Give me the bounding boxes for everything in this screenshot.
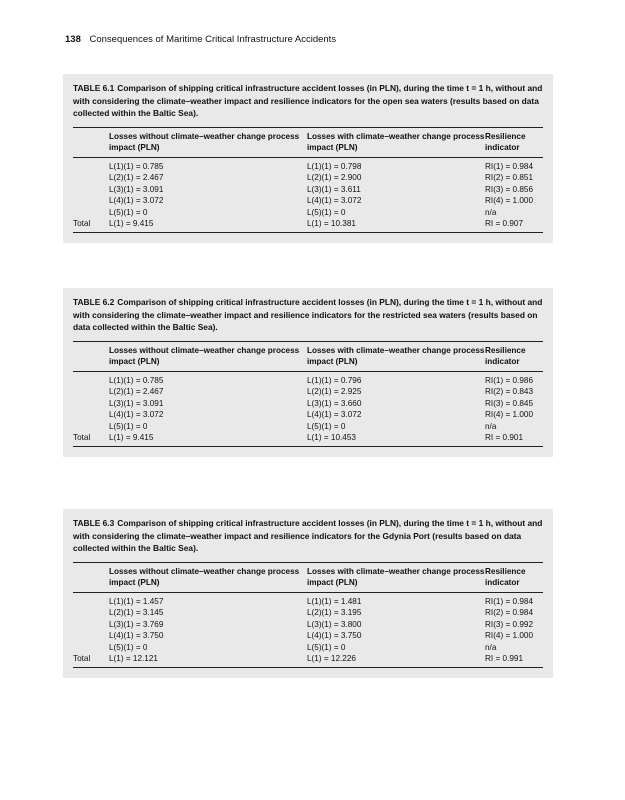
table-cell: [73, 630, 109, 642]
table-cell: [73, 398, 109, 410]
table-cell: L(4)(1) = 3.750: [307, 631, 362, 640]
table-cell: [73, 172, 109, 184]
table-cell: L(2)(1) = 3.195: [307, 608, 362, 617]
table-cell: L(4)(1) = 3.750: [109, 631, 164, 640]
column-header: Losses without climate–weather change process impact (PLN): [109, 562, 307, 592]
table-cell: [73, 157, 109, 172]
table-cell: L(1)(1) = 0.798: [307, 161, 362, 171]
table-cell: RI(4) = 1.000: [485, 196, 534, 205]
table-cell: L(2)(1) = 2.925: [307, 387, 362, 396]
table-cell: L(3)(1) = 3.611: [307, 184, 361, 194]
data-table: [73, 127, 543, 233]
table-cell: n/a: [485, 421, 497, 431]
table-6-2: [63, 288, 553, 457]
column-header: Losses with climate–weather change process impact (PLN): [307, 341, 485, 371]
table-cell: L(4)(1) = 3.072: [109, 196, 164, 205]
table-caption-text: Comparison of shipping critical infrastructure accident losses (in PLN), during the time t = 1 h, without and with considering the climate–weather impact and resilience indicators for the restricted sea waters (results based on data collected within the Baltic Sea).: [73, 297, 543, 332]
table-cell: [73, 409, 109, 421]
table-cell: L(1)(1) = 0.785: [109, 161, 164, 171]
table-cell: [73, 421, 109, 433]
table-cell: RI(1) = 0.984: [485, 161, 534, 171]
table-row: [73, 619, 543, 631]
table-row: [73, 409, 543, 421]
header-row: [73, 127, 543, 157]
table-cell: L(1) = 9.415: [109, 432, 307, 446]
column-header: Losses without climate–weather change process impact (PLN): [109, 341, 307, 371]
table-cell: RI = 0.991: [485, 653, 543, 667]
table-row: [73, 207, 543, 219]
table-cell: [73, 642, 109, 654]
table-row: [73, 607, 543, 619]
table-cell: L(3)(1) = 3.660: [307, 398, 362, 408]
header-row: [73, 341, 543, 371]
table-row: [73, 195, 543, 207]
table-cell: L(5)(1) = 0: [307, 421, 346, 431]
table-cell: RI(1) = 0.984: [485, 596, 534, 606]
running-head: [65, 34, 336, 45]
table-cell: L(1) = 12.121: [109, 653, 307, 667]
table-row: [73, 421, 543, 433]
table-cell: L(3)(1) = 3.091: [109, 398, 164, 408]
column-header: [73, 127, 109, 157]
table-cell: L(1)(1) = 1.481: [307, 596, 362, 606]
table-cell: L(4)(1) = 3.072: [307, 196, 362, 205]
table-cell: L(5)(1) = 0: [109, 207, 148, 217]
table-cell: n/a: [485, 642, 497, 652]
table-cell: L(1) = 12.226: [307, 653, 485, 667]
table-cell: RI = 0.907: [485, 218, 543, 232]
column-header: Losses without climate–weather change process impact (PLN): [109, 127, 307, 157]
table-cell: L(5)(1) = 0: [307, 207, 346, 217]
table-cell: L(2)(1) = 3.145: [109, 608, 164, 617]
table-6-3: [63, 509, 553, 678]
column-header: [73, 341, 109, 371]
table-row: [73, 592, 543, 607]
table-row: [73, 642, 543, 654]
table-caption-text: Comparison of shipping critical infrastructure accident losses (in PLN), during the time t = 1 h, without and with considering the climate–weather impact and resilience indicators for the Gdynia Port (results based on data collected within the Baltic Sea).: [73, 518, 543, 553]
table-cell: L(3)(1) = 3.800: [307, 619, 362, 629]
table-cell: [73, 607, 109, 619]
table-cell: L(5)(1) = 0: [109, 642, 148, 652]
table-caption: [73, 296, 543, 334]
table-cell: RI(3) = 0.845: [485, 398, 534, 408]
table-cell: L(1)(1) = 0.785: [109, 375, 164, 385]
column-header: [73, 562, 109, 592]
column-header: Resilience indicator: [485, 562, 543, 592]
table-cell: [73, 371, 109, 386]
table-cell: [73, 592, 109, 607]
table-row: [73, 630, 543, 642]
column-header: Losses with climate–weather change process impact (PLN): [307, 127, 485, 157]
header-row: [73, 562, 543, 592]
data-table: [73, 562, 543, 668]
table-cell: RI(3) = 0.856: [485, 184, 534, 194]
table-row: [73, 218, 543, 232]
table-row: [73, 184, 543, 196]
table-cell: RI = 0.901: [485, 432, 543, 446]
page-number: 138: [65, 34, 81, 45]
table-label: TABLE 6.1: [73, 83, 115, 93]
table-cell: RI(2) = 0.843: [485, 387, 534, 396]
table-cell: [73, 386, 109, 398]
table-cell: L(4)(1) = 3.072: [307, 410, 362, 419]
table-cell: RI(1) = 0.986: [485, 375, 534, 385]
table-cell: Total: [73, 218, 109, 232]
table-row: [73, 398, 543, 410]
table-cell: RI(2) = 0.984: [485, 608, 534, 617]
table-cell: [73, 619, 109, 631]
table-row: [73, 371, 543, 386]
table-cell: L(2)(1) = 2.900: [307, 173, 362, 182]
table-cell: L(1)(1) = 0.796: [307, 375, 362, 385]
table-caption-text: Comparison of shipping critical infrastructure accident losses (in PLN), during the time t = 1 h, without and with considering the climate–weather impact and resilience indicators for the open sea waters (results based on data collected within the Baltic Sea).: [73, 83, 543, 118]
table-caption: [73, 82, 543, 120]
table-cell: L(1) = 10.381: [307, 218, 485, 232]
running-title: Consequences of Maritime Critical Infrastructure Accidents: [89, 34, 337, 45]
table-row: [73, 653, 543, 667]
table-row: [73, 432, 543, 446]
table-cell: L(2)(1) = 2.467: [109, 173, 164, 182]
table-cell: L(1)(1) = 1.457: [109, 596, 164, 606]
table-cell: RI(4) = 1.000: [485, 410, 534, 419]
table-cell: L(5)(1) = 0: [307, 642, 346, 652]
data-table: [73, 341, 543, 447]
table-cell: RI(2) = 0.851: [485, 173, 534, 182]
table-cell: L(4)(1) = 3.072: [109, 410, 164, 419]
table-cell: L(3)(1) = 3.091: [109, 184, 164, 194]
table-cell: [73, 207, 109, 219]
table-row: [73, 386, 543, 398]
table-label: TABLE 6.2: [73, 297, 115, 307]
table-label: TABLE 6.3: [73, 518, 115, 528]
table-row: [73, 157, 543, 172]
table-cell: [73, 184, 109, 196]
table-cell: L(2)(1) = 2.467: [109, 387, 164, 396]
column-header: Resilience indicator: [485, 127, 543, 157]
table-cell: Total: [73, 432, 109, 446]
table-caption: [73, 517, 543, 555]
table-cell: L(5)(1) = 0: [109, 421, 148, 431]
table-cell: L(1) = 10.453: [307, 432, 485, 446]
column-header: Resilience indicator: [485, 341, 543, 371]
table-cell: L(1) = 9.415: [109, 218, 307, 232]
table-cell: n/a: [485, 207, 497, 217]
table-6-1: [63, 74, 553, 243]
table-cell: RI(4) = 1.000: [485, 631, 534, 640]
table-cell: Total: [73, 653, 109, 667]
table-row: [73, 172, 543, 184]
column-header: Losses with climate–weather change process impact (PLN): [307, 562, 485, 592]
table-cell: [73, 195, 109, 207]
table-cell: RI(3) = 0.992: [485, 619, 534, 629]
table-cell: L(3)(1) = 3.769: [109, 619, 164, 629]
